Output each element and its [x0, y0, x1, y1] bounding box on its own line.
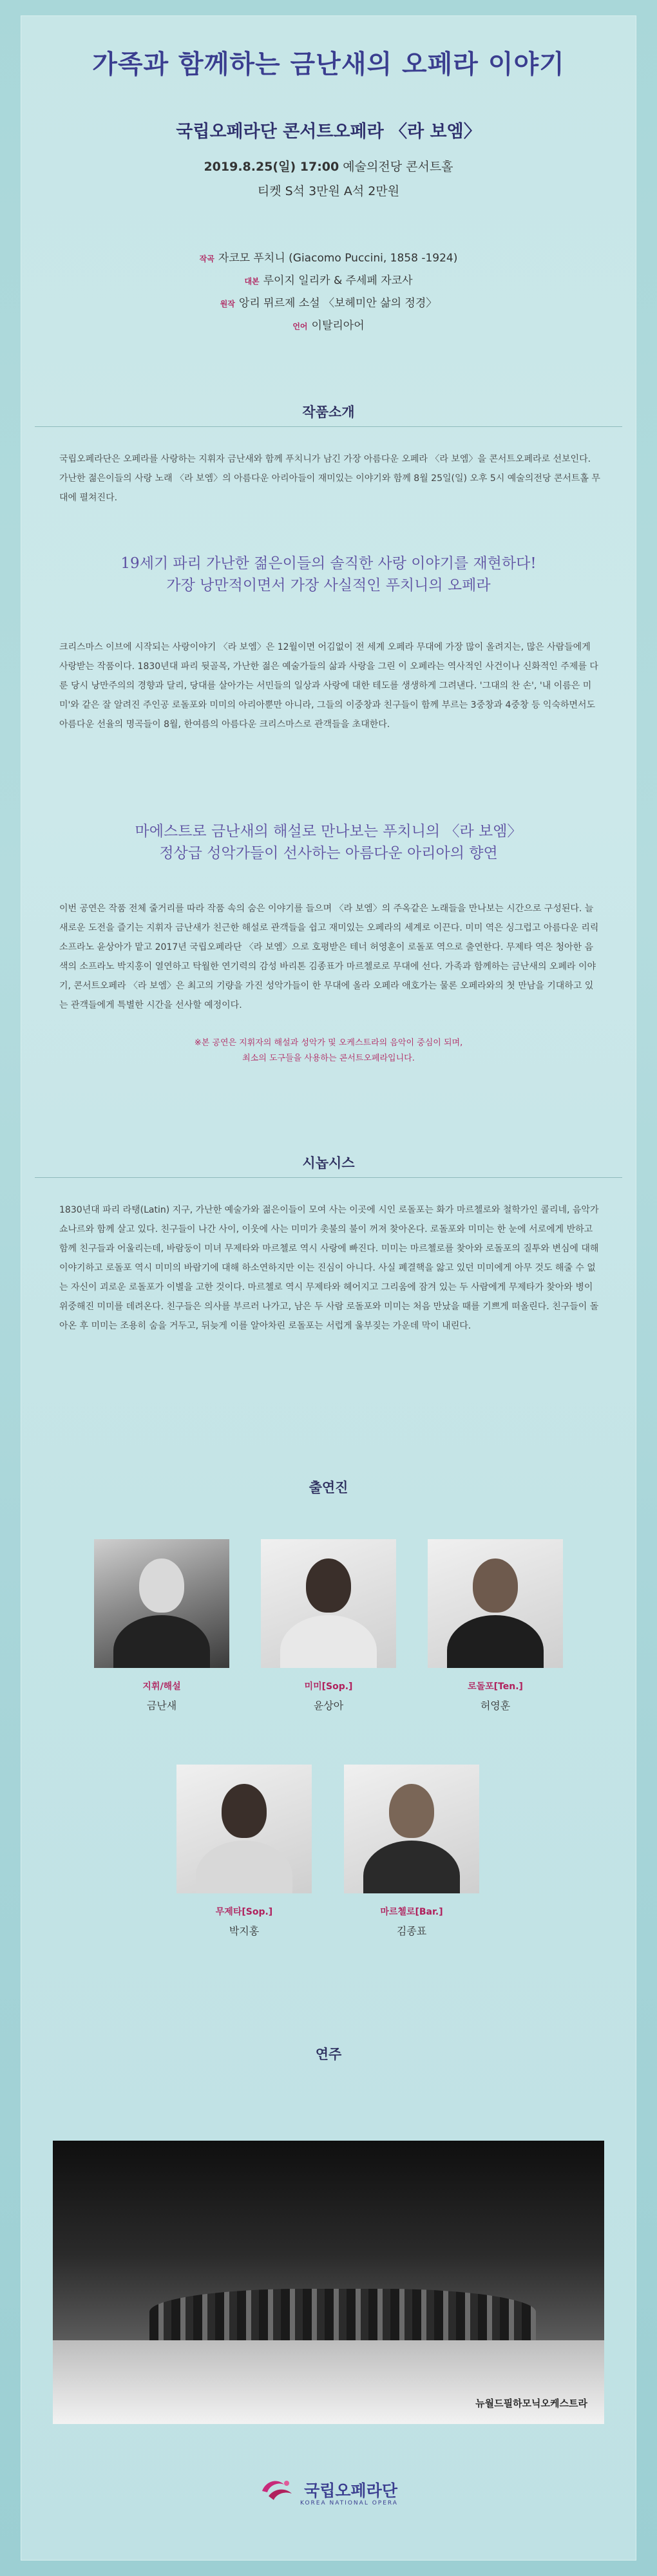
date-time: 2019.8.25(일) 17:00: [204, 160, 339, 174]
logo-english: KOREA NATIONAL OPERA: [300, 2500, 398, 2506]
venue: 예술의전당 콘서트홀: [343, 160, 453, 174]
cast-name: 박지홍: [229, 1925, 260, 1937]
intro-heading: 작품소개: [302, 404, 355, 420]
orchestra-caption: 뉴월드필하모닉오케스트라: [475, 2398, 587, 2409]
logo-mark-icon: [260, 2477, 294, 2503]
cast-photo-mimi: [261, 1539, 396, 1668]
intro-quote-1: 19세기 파리 가난한 젊은이들의 솔직한 사랑 이야기를 재현하다! 가장 낭만적이면서 가장 사실적인 푸치니의 오페라: [120, 555, 537, 594]
credit-language: 언어 이탈리아어: [292, 319, 365, 332]
ticket-info: 티켓 S석 3만원 A석 2만원: [257, 184, 400, 198]
cast-role: 무제타[Sop.]: [215, 1907, 273, 1917]
page-title: 가족과 함께하는 금난새의 오페라 이야기: [92, 50, 565, 79]
intro-divider: [35, 426, 622, 427]
cast-photo-rodolfo: [428, 1539, 563, 1668]
story-paragraph: 크리스마스 이브에 시작되는 사랑이야기 〈라 보엠〉은 12월이면 어김없이 전 세계 오페라 무대에 가장 많이 올려지는, 많은 사람들에게 사랑받는 작품이다. 1830년대 파리 뒷골목, 가난한 젊은 예술가들의 삶과 사랑을 그린 이 오페라는 역사적인 사건이나 신화적인 주제를 다룬 당시 낭만주의의 경향과 달리, 당대를 살아가는 서민들의 일상과 사랑에 대한 테도를 생생하게 그려낸다. '그대의 찬 손', '내 이름은 미미'와 같은 잘 알려진 주인공 로돌포와 미미의 아리아뿐만 아니라, 그들의 이중창과 친구들이 함께 부르는 3중창과 4중창 등 익숙하면서도 아름다운 선율의 명곡들이 8월, 한여름의 아름다운 크리스마스로 관객들을 초대한다.: [59, 642, 598, 730]
credits: [0, 247, 657, 337]
cast-photo-conductor: [94, 1539, 229, 1668]
knoa-logo: [0, 2477, 657, 2506]
cast-photo-musetta: [176, 1765, 312, 1893]
date-venue: [0, 157, 657, 175]
synopsis-divider: [35, 1177, 622, 1178]
cast-name: 윤상아: [313, 1700, 344, 1712]
cast-role: 지휘/해설: [142, 1681, 181, 1692]
notice: ※본 공연은 지휘자의 해설과 성악가 및 오케스트라의 음악이 중심이 되며, 최소의 도구들을 사용하는 콘서트오페라입니다.: [194, 1038, 463, 1063]
cast-name: 금난새: [146, 1700, 177, 1712]
orchestra-photo: [53, 2141, 604, 2424]
cast-heading: 출연진: [309, 1480, 348, 1495]
intro-paragraph: 국립오페라단은 오페라를 사랑하는 지휘자 금난새와 함께 푸치니가 남긴 가장 아름다운 오페라 〈라 보엠〉을 콘서트오페라로 선보인다. 가난한 젊은이들의 사랑 노래 〈라 보엠〉의 아름다운 아리아들이 재미있는 이야기와 함께 8월 25일(일) 오후 5시 예술의전당 콘서트홀 무대에 펼쳐진다.: [59, 454, 600, 503]
cast-photo-marcello: [344, 1765, 479, 1893]
cast-role: 로돌포[Ten.]: [468, 1681, 523, 1692]
synopsis-heading: 시놉시스: [302, 1155, 355, 1171]
cast-role: 미미[Sop.]: [304, 1681, 353, 1692]
performance-paragraph: 이번 공연은 작품 전체 줄거리를 따라 작품 속의 숨은 이야기를 들으며 〈라 보엠〉의 주옥같은 노래들을 만나보는 시간으로 구성된다. 늘 새로운 도전을 즐기는 지휘자 금난새가 친근한 해설로 관객들을 쉽고 재미있는 오페라의 세계로 이끈다. 미미 역은 싱그럽고 아름다운 리릭 소프라노 윤상아가 맡고 2017년 국립오페라단 〈라 보엠〉으로 호평받은 테너 허영훈이 로돌포 역으로 출연한다. 무제타 역은 청아한 음색의 소프라노 박지홍이 열연하고 탁월한 연기력의 감성 바리톤 김종표가 마르첼로로 무대에 선다. 가족과 함께하는 금난새의 오페라 이야기, 콘서트오페라 〈라 보엠〉은 최고의 기량을 가진 성악가들이 한 무대에 올라 오페라 애호가는 물론 오페라와의 첫 만남을 기대하고 있는 관객들에게 특별한 시간을 선사할 예정이다.: [59, 904, 599, 1010]
subtitle: 국립오페라단 콘서트오페라 〈라 보엠〉: [176, 122, 481, 142]
cast-name: 허영훈: [480, 1700, 511, 1712]
cast-role: 마르첼로[Bar.]: [380, 1907, 443, 1917]
synopsis-paragraph: 1830년대 파리 라탱(Latin) 지구, 가난한 예술가와 젊은이들이 모여 사는 이곳에 시인 로돌포는 화가 마르첼로와 철학가인 콜리네, 음악가 쇼나르와 함께 살고 있다. 친구들이 나간 사이, 이웃에 사는 미미가 촛불의 불이 꺼져 찾아온다. 로돌포와 미미는 한 눈에 서로에게 반하고 함께 친구들과 어울리는데, 바람둥이 미녀 무제타와 마르첼로 역시 사랑에 빠진다. 미미는 마르첼로를 찾아와 로돌포의 질투와 변심에 대해 이야기하고 로돌포 역시 미미의 바람기에 대해 하소연하지만 이는 진심이 아니다. 사실 폐결핵을 앓고 있던 미미에게 아무 것도 해줄 수 없는 자신이 괴로운 로돌포가 이별을 고한 것이다. 마르첼로 역시 무제타와 헤어지고 그리움에 잠겨 있는 두 사람에게 무제타가 찾아와 병이 위중해진 미미를 데려온다. 친구들은 의사를 부르러 나가고, 남은 두 사람 로돌포와 미미는 처음 만났을 때를 기쁘게 떠올린다. 친구들이 돌아온 후 미미는 조용히 숨을 거두고, 뒤늦게 이를 알아차린 로돌포는 서럽게 울부짖는 가운데 막이 내린다.: [59, 1205, 599, 1331]
credit-original: 원작 앙리 뮈르제 소설 〈보헤미안 삶의 정경〉: [220, 297, 437, 310]
intro-quote-2: 마에스트로 금난새의 해설로 만나보는 푸치니의 〈라 보엠〉 정상급 성악가들이 선사하는 아름다운 아리아의 향연: [135, 823, 522, 862]
cast-name: 김종표: [396, 1925, 427, 1937]
credit-composer: 작곡 자코모 푸치니 (Giacomo Puccini, 1858 -1924): [199, 252, 458, 265]
credit-libretto: 대본 루이지 일리카 & 주세페 자코사: [244, 274, 413, 287]
logo-korean: 국립오페라단: [304, 2481, 397, 2500]
performance-heading: 연주: [315, 2047, 342, 2062]
